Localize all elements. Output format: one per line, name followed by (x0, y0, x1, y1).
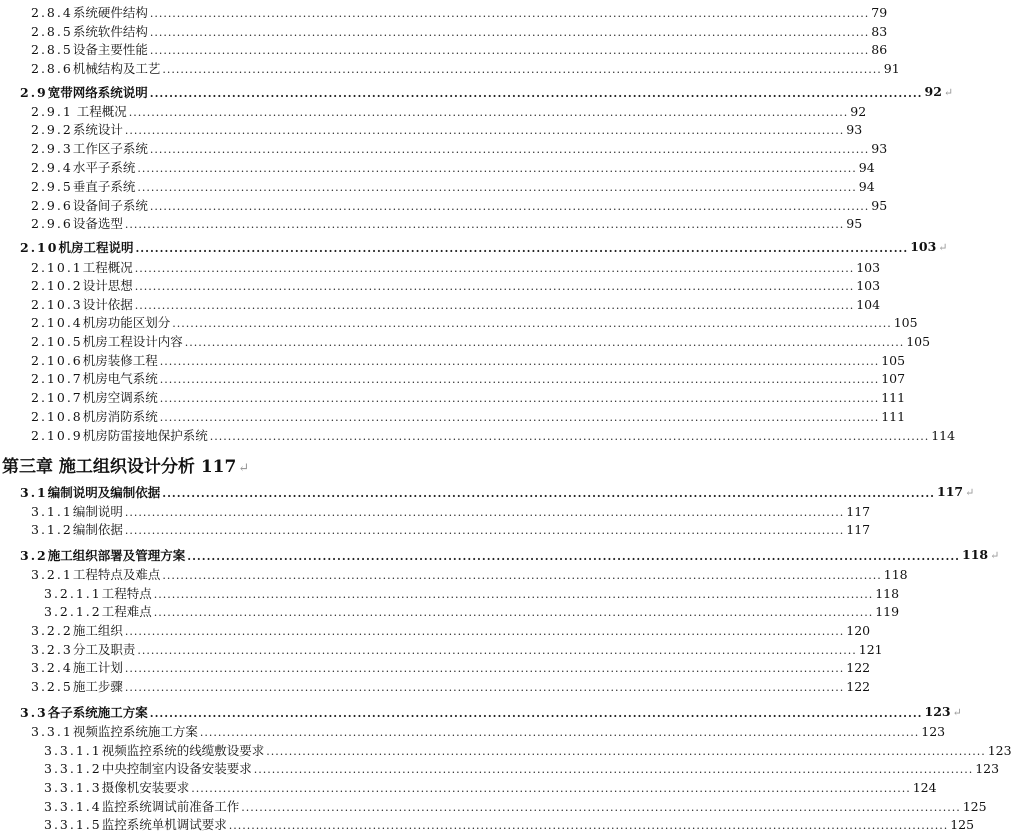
toc-entry-title: 施工组织 (72, 623, 123, 638)
toc-entry[interactable] (0, 238, 948, 256)
toc-entry-number: 2.10.7 (31, 371, 83, 386)
toc-entry[interactable] (0, 313, 918, 331)
toc-entry-title: 设备间子系统 (72, 198, 148, 213)
toc-entry[interactable] (0, 658, 871, 676)
toc-entry-title: 各子系统施工方案 (47, 705, 148, 720)
toc-leader-dots: ................................................................................................................................................................ (149, 7, 870, 20)
toc-entry[interactable] (0, 797, 987, 815)
toc-entry-number: 3.2 (20, 548, 48, 563)
toc-entry-number: 2.9.6 (31, 216, 73, 231)
toc-page-number: 91 (883, 61, 900, 76)
toc-entry-title: 机房装修工程 (82, 353, 158, 368)
toc-entry-number: 2.10.3 (31, 297, 83, 312)
toc-leader-dots: ................................................................................................................................................................ (149, 200, 870, 213)
toc-page-number: 117 (846, 504, 871, 519)
toc-entry-title: 编制说明 (72, 504, 123, 519)
toc-entry-title: 机房电气系统 (82, 371, 158, 386)
toc-leader-dots: ................................................................................................................................................................ (184, 336, 905, 349)
chapter-heading[interactable] (2, 452, 249, 476)
toc-page-number: 95 (871, 198, 888, 213)
toc-entry-title: 视频监控系统的线缆敷设要求 (101, 743, 265, 758)
toc-leader-dots: ................................................................................................................................................................ (209, 430, 930, 443)
toc-entry[interactable] (0, 677, 871, 695)
toc-entry[interactable] (0, 815, 975, 833)
toc-entry-title: 机房工程设计内容 (82, 334, 183, 349)
paragraph-mark-icon: ↵ (990, 549, 1000, 562)
toc-entry-number: 2.10.7 (31, 390, 83, 405)
toc-entry-number: 2.8.4 (31, 5, 73, 20)
toc-entry-title: 机房工程说明 (58, 240, 134, 255)
toc-entry[interactable] (0, 276, 881, 294)
toc-page-number: 114 (931, 428, 956, 443)
toc-entry[interactable] (0, 177, 875, 195)
toc-page-number: 123 (924, 704, 951, 719)
toc-leader-dots: ................................................................................................................................................................ (241, 801, 961, 814)
toc-entry-number: 3.3.1.4 (44, 799, 102, 814)
toc-leader-dots: ................................................................................................................................................................ (187, 550, 960, 563)
toc-page-number: 92 (924, 84, 942, 99)
toc-entry-title: 机房功能区划分 (82, 315, 171, 330)
toc-page-number: 118 (875, 586, 900, 601)
toc-entry-title: 施工组织部署及管理方案 (47, 548, 186, 563)
toc-entry-number: 2.9.1 (31, 104, 73, 119)
toc-page-number: 120 (846, 623, 871, 638)
toc-entry-number: 3.3.1.3 (44, 780, 102, 795)
toc-leader-dots: ................................................................................................................................................................ (159, 392, 880, 405)
toc-page-number: 121 (858, 642, 883, 657)
toc-page-number: 95 (846, 216, 863, 231)
toc-leader-dots: ................................................................................................................................................................ (199, 726, 920, 739)
toc-leader-dots: ................................................................................................................................................................ (172, 317, 892, 330)
toc-entry[interactable] (0, 351, 906, 369)
toc-page-number: 93 (871, 141, 888, 156)
toc-leader-dots: ................................................................................................................................................................ (124, 681, 845, 694)
toc-page-number: 103 (856, 260, 881, 275)
paragraph-mark-icon: ↵ (965, 486, 975, 499)
paragraph-mark-icon: ↵ (938, 241, 948, 254)
toc-entry[interactable] (0, 520, 871, 538)
toc-page-number: 94 (858, 160, 875, 175)
toc-entry-number: 3.1.1 (31, 504, 73, 519)
toc-leader-dots: ................................................................................................................................................................ (228, 819, 949, 832)
toc-leader-dots: ................................................................................................................................................................ (153, 606, 874, 619)
toc-page-number: 118 (962, 547, 989, 562)
toc-entry-number: 2.8.6 (31, 61, 73, 76)
toc-page-number: 105 (881, 353, 906, 368)
toc-leader-dots: ................................................................................................................................................................ (266, 745, 986, 758)
toc-entry-number: 2.9.4 (31, 160, 73, 175)
paragraph-mark-icon: ↵ (943, 86, 954, 99)
toc-entry-title: 中央控制室内设备安装要求 (101, 761, 252, 776)
toc-entry[interactable] (0, 565, 908, 583)
toc-entry-number: 3.3.1.2 (44, 761, 102, 776)
toc-entry-title: 水平子系统 (72, 160, 136, 175)
toc-page-number: 111 (881, 390, 906, 405)
toc-entry-title: 机房空调系统 (82, 390, 158, 405)
toc-leader-dots: ................................................................................................................................................................ (128, 106, 849, 119)
toc-entry-number: 3.2.2 (31, 623, 73, 638)
toc-entry-title: 分工及职责 (72, 642, 136, 657)
toc-page-number: 118 (883, 567, 908, 582)
toc-leader-dots: ................................................................................................................................................................ (124, 506, 845, 519)
toc-entry-title: 视频监控系统施工方案 (72, 724, 198, 739)
toc-leader-dots: ................................................................................................................................................................ (124, 625, 845, 638)
toc-leader-dots: ................................................................................................................................................................ (149, 87, 923, 100)
toc-entry-title: 机房消防系统 (82, 409, 158, 424)
toc-entry-number: 3.2.1.2 (44, 604, 102, 619)
toc-page-number: 123 (921, 724, 946, 739)
toc-entry[interactable] (0, 546, 1000, 564)
chapter-title: 第三章 施工组织设计分析 117 (2, 457, 237, 477)
toc-entry-number: 2.10.2 (31, 278, 83, 293)
toc-entry[interactable] (0, 407, 906, 425)
toc-page-number: 125 (950, 817, 975, 832)
toc-entry-title: 工程难点 (101, 604, 152, 619)
toc-entry[interactable] (0, 483, 975, 501)
toc-entry-title: 施工计划 (72, 660, 123, 675)
toc-page-number: 104 (856, 297, 881, 312)
toc-entry[interactable] (0, 120, 863, 138)
toc-entry-title: 工程特点及难点 (72, 567, 161, 582)
toc-entry-number: 3.2.4 (31, 660, 73, 675)
toc-entry-title: 设计思想 (82, 278, 133, 293)
toc-entry[interactable] (0, 158, 875, 176)
toc-leader-dots: ................................................................................................................................................................ (253, 763, 974, 776)
toc-entry-title: 监控系统单机调试要求 (101, 817, 227, 832)
toc-entry-number: 2.10.1 (31, 260, 83, 275)
toc-page-number: 79 (871, 5, 888, 20)
toc-leader-dots: ................................................................................................................................................................ (162, 63, 882, 76)
toc-entry-title: 施工步骤 (72, 679, 123, 694)
toc-entry[interactable] (0, 102, 867, 120)
toc-entry[interactable] (0, 741, 1012, 759)
paragraph-mark-icon: ↵ (238, 461, 250, 476)
toc-page-number: 124 (912, 780, 937, 795)
toc-leader-dots: ................................................................................................................................................................ (149, 143, 870, 156)
toc-entry[interactable] (0, 703, 962, 721)
toc-page-number: 93 (846, 122, 863, 137)
toc-page-number: 122 (846, 660, 871, 675)
toc-page-number: 107 (881, 371, 906, 386)
toc-entry[interactable] (0, 83, 954, 101)
toc-entry[interactable] (0, 722, 946, 740)
toc-entry-number: 3.1.2 (31, 522, 73, 537)
toc-entry[interactable] (0, 602, 900, 620)
toc-entry-title: 工作区子系统 (72, 141, 148, 156)
toc-entry-title: 编制说明及编制依据 (47, 485, 161, 500)
toc-entry-number: 2.8.5 (31, 42, 73, 57)
toc-entry-number: 3.3.1.5 (44, 817, 102, 832)
toc-entry-title: 摄像机安装要求 (101, 780, 190, 795)
toc-leader-dots: ................................................................................................................................................................ (124, 662, 845, 675)
toc-entry[interactable] (0, 388, 906, 406)
toc-leader-dots: ................................................................................................................................................................ (159, 355, 880, 368)
toc-entry-number: 2.9 (20, 85, 48, 100)
toc-leader-dots: ................................................................................................................................................................ (124, 524, 845, 537)
toc-entry-title: 系统硬件结构 (72, 5, 148, 20)
toc-entry-title: 垂直子系统 (72, 179, 136, 194)
toc-entry-number: 3.3 (20, 705, 48, 720)
toc-leader-dots: ................................................................................................................................................................ (124, 218, 845, 231)
toc-page-number: 119 (875, 604, 900, 619)
toc-entry-number: 2.10 (20, 240, 59, 255)
toc-entry-number: 2.10.8 (31, 409, 83, 424)
toc-leader-dots: ................................................................................................................................................................ (153, 588, 874, 601)
toc-entry-title: 工程特点 (101, 586, 152, 601)
toc-page-number: 92 (850, 104, 867, 119)
toc-entry-title: 工程概况 (82, 260, 133, 275)
toc-entry-title: 机房防雷接地保护系统 (82, 428, 208, 443)
toc-page-number: 103 (856, 278, 881, 293)
toc-page-number: 117 (937, 484, 964, 499)
toc-page-number: 83 (871, 24, 888, 39)
toc-entry[interactable] (0, 332, 931, 350)
toc-entry-number: 3.2.1.1 (44, 586, 102, 601)
toc-entry-number: 3.2.5 (31, 679, 73, 694)
toc-entry-number: 3.3.1.1 (44, 743, 102, 758)
toc-entry[interactable] (0, 22, 888, 40)
toc-entry-number: 3.3.1 (31, 724, 73, 739)
toc-leader-dots: ................................................................................................................................................................ (137, 644, 857, 657)
toc-entry-number: 3.2.1 (31, 567, 73, 582)
toc-entry-title: 系统设计 (72, 122, 123, 137)
toc-entry-number: 2.10.4 (31, 315, 83, 330)
toc-entry-number: 2.10.9 (31, 428, 83, 443)
toc-leader-dots: ................................................................................................................................................................ (124, 124, 845, 137)
toc-leader-dots: ................................................................................................................................................................ (137, 181, 857, 194)
toc-entry-title: 设备主要性能 (72, 42, 148, 57)
toc-page-number: 117 (846, 522, 871, 537)
toc-entry[interactable] (0, 196, 888, 214)
toc-page-number: 94 (858, 179, 875, 194)
toc-entry-number: 2.9.6 (31, 198, 73, 213)
toc-page-number: 105 (906, 334, 931, 349)
toc-leader-dots: ................................................................................................................................................................ (135, 242, 909, 255)
toc-entry-title: 设备选型 (72, 216, 123, 231)
toc-entry[interactable] (0, 502, 871, 520)
toc-entry-number: 2.9.2 (31, 122, 73, 137)
toc-leader-dots: ................................................................................................................................................................ (134, 299, 855, 312)
toc-entry[interactable] (0, 759, 1000, 777)
toc-entry[interactable] (0, 584, 900, 602)
toc-page-number: 86 (871, 42, 888, 57)
toc-entry-number: 2.9.3 (31, 141, 73, 156)
toc-entry-title: 编制依据 (72, 522, 123, 537)
toc-entry[interactable] (0, 59, 900, 77)
paragraph-mark-icon: ↵ (952, 706, 962, 719)
toc-entry[interactable] (0, 369, 906, 387)
toc-leader-dots: ................................................................................................................................................................ (134, 280, 855, 293)
toc-entry-number: 2.9.5 (31, 179, 73, 194)
toc-leader-dots: ................................................................................................................................................................ (137, 162, 857, 175)
toc-entry-title: 监控系统调试前准备工作 (101, 799, 240, 814)
toc-entry-title: 工程概况 (72, 104, 127, 119)
toc-page-number: 105 (893, 315, 918, 330)
toc-leader-dots: ................................................................................................................................................................ (159, 373, 880, 386)
toc-page-number: 123 (975, 761, 1000, 776)
toc-entry[interactable] (0, 778, 937, 796)
toc-page-number: 125 (962, 799, 987, 814)
toc-entry-title: 设计依据 (82, 297, 133, 312)
toc-entry[interactable] (0, 139, 888, 157)
toc-entry[interactable] (0, 295, 881, 313)
toc-entry-title: 机械结构及工艺 (72, 61, 161, 76)
toc-entry-number: 2.10.5 (31, 334, 83, 349)
toc-page-number: 123 (987, 743, 1012, 758)
toc-entry-title: 系统软件结构 (72, 24, 148, 39)
toc-leader-dots: ................................................................................................................................................................ (149, 26, 870, 39)
toc-page-number: 122 (846, 679, 871, 694)
toc-leader-dots: ................................................................................................................................................................ (162, 487, 935, 500)
toc-entry[interactable] (0, 40, 888, 58)
toc-leader-dots: ................................................................................................................................................................ (149, 707, 923, 720)
toc-leader-dots: ................................................................................................................................................................ (162, 569, 882, 582)
toc-entry-title: 宽带网络系统说明 (47, 85, 148, 100)
toc-entry[interactable] (0, 426, 956, 444)
toc-entry[interactable] (0, 258, 881, 276)
toc-entry[interactable] (0, 3, 888, 21)
toc-entry[interactable] (0, 640, 883, 658)
toc-entry-number: 3.1 (20, 485, 48, 500)
toc-entry[interactable] (0, 214, 863, 232)
toc-leader-dots: ................................................................................................................................................................ (149, 44, 870, 57)
toc-entry[interactable] (0, 621, 871, 639)
toc-leader-dots: ................................................................................................................................................................ (159, 411, 880, 424)
toc-entry-number: 2.10.6 (31, 353, 83, 368)
toc-leader-dots: ................................................................................................................................................................ (134, 262, 855, 275)
toc-page-number: 103 (910, 239, 937, 254)
toc-entry-number: 2.8.5 (31, 24, 73, 39)
toc-leader-dots: ................................................................................................................................................................ (191, 782, 911, 795)
toc-entry-number: 3.2.3 (31, 642, 73, 657)
toc-page-number: 111 (881, 409, 906, 424)
